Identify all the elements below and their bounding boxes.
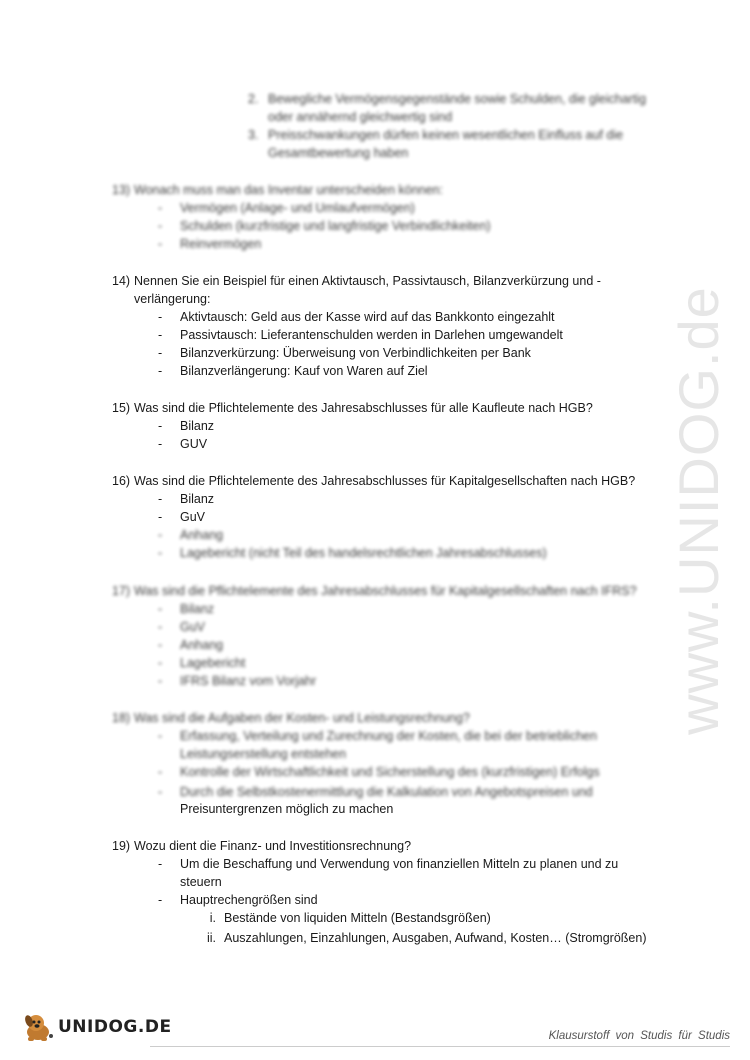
list-item: - Bilanz [158, 492, 215, 506]
list-item-continuation: Preisuntergrenzen möglich zu machen [180, 802, 394, 816]
logo-text: UNIDOG.DE [58, 1017, 172, 1037]
list-item: - Aktivtausch: Geld aus der Kasse wird auf das Bankkonto eingezahlt [158, 310, 555, 324]
list-item: - Bilanz [158, 419, 215, 433]
list-item: - IFRS Bilanz vom Vorjahr [158, 674, 317, 688]
sub-list-item: i. Bestände von liquiden Mitteln (Bestandsgrößen) [209, 911, 491, 925]
list-item: - Lagebericht [158, 656, 246, 670]
list-item: 2. Bewegliche Vermögensgegenstände sowie Schulden, die gleichartig oder annähernd gleichwertig sind [248, 92, 647, 124]
list-item: - Erfassung, Verteilung und Zurechnung der Kosten, die bei der betrieblichen Leistungserstellung entstehen [158, 729, 597, 761]
list-item: - Bilanz [158, 602, 215, 616]
footer-slogan: Klausurstoff von Studis für Studis [548, 1030, 730, 1042]
footer-divider [150, 1046, 730, 1047]
dog-icon [22, 1012, 56, 1042]
list-item: - Anhang [158, 638, 224, 652]
list-item: - GuV [158, 510, 206, 524]
list-item: - Lagebericht (nicht Teil des handelsrechtlichen Jahresabschlusses) [158, 546, 547, 560]
list-item: - Reinvermögen [158, 237, 262, 251]
list-item: - Passivtausch: Lieferantenschulden werden in Darlehen umgewandelt [158, 328, 563, 342]
document-page: www.UNIDOG.de 2. Bewegliche Vermögensgegenstände sowie Schulden, die gleichartig oder annähernd gleichwertig sind 3. Preisschwankungen dürfen keinen wesentlichen Einfluss auf die Gesamtbewertung haben 13) Wonach muss man das Inventar unterscheiden können: - Vermögen (Anlage- und Umlaufvermögen) - Schulden (kurzfristige und langfristige Verbindlichkeiten) - Reinvermögen 14) Nennen Sie ein Beispiel für einen Aktivtausch, Passivtausch, Bilanzverkürzung und - verlängerung: - Aktivtausch: Geld aus der Kasse wird auf das Bankkonto eingezahlt - Passivtausch: Lieferantenschulden werden in Darlehen umgewandelt - Bilanzverkürzung: Überweisung von Verbindlichkeiten per Bank - Bilanzverlängerung: Kauf von Waren auf Ziel 15) Was sind die Pflichtelemente des Jahresabschlusses für alle Kaufleute nach HGB? - Bilanz - GUV 16) Was sind die Pflichtelemente des Jahresabschlusses für Kapitalgesellschaften nach HGB? - Bilanz - GuV - Anhang - Lagebericht (nicht Teil des handelsrechtlichen Jahresabschlusses) 17) Was sind die Pflichtelemente des Jahresabschlusses für Kapitalgesellschaften nach IFRS? - Bilanz - GuV - Anhang - Lagebericht - IFRS Bilanz vom Vorjahr 18) Was sind die Aufgaben der Kosten- und Leistungsrechnung? - Erfassung, Verteilung und Zurechnung der Kosten, die bei der betrieblichen Leistungserstellung entstehen - Kontrolle der Wirtschaftlichkeit und Sicherstellung des (kurzfristigen) Erfolgs - Durch die Selbstkostenermittlung die Kalkulation von Angebotspreisen und Preisuntergrenzen möglich zu machen 19) Wozu dient die Finanz- und Investitionsrechnung? - Um die Beschaffung und Verwendung von finanziellen Mitteln zu planen und zu steuern - Hauptrechengrößen sind i. Bestände von liquiden Mitteln (Bestandsgrößen) ii. Auszahlungen, Einzahlungen, Ausgaben, Aufwand, Kosten… (Stromgrößen) UNIDOG.DE Klausurstoff von Studis für Studis [0, 0, 750, 1060]
sub-list-item: ii. Auszahlungen, Einzahlungen, Ausgaben, Aufwand, Kosten… (Stromgrößen) [206, 931, 647, 945]
list-item: - Hauptrechengrößen sind [158, 893, 318, 907]
list-item: - GuV [158, 620, 206, 634]
watermark [668, 280, 728, 740]
list-item: - Durch die Selbstkostenermittlung die Kalkulation von Angebotspreisen und [158, 785, 593, 799]
list-item: - Schulden (kurzfristige und langfristige Verbindlichkeiten) [158, 219, 491, 233]
list-item: - Kontrolle der Wirtschaftlichkeit und Sicherstellung des (kurzfristigen) Erfolgs [158, 765, 600, 779]
list-item: - GUV [158, 437, 208, 451]
list-item: 3. Preisschwankungen dürfen keinen wesentlichen Einfluss auf die Gesamtbewertung haben [248, 128, 624, 160]
list-item: - Bilanzverlängerung: Kauf von Waren auf Ziel [158, 364, 428, 378]
list-item: - Vermögen (Anlage- und Umlaufvermögen) [158, 201, 415, 215]
list-item: - Anhang [158, 528, 224, 542]
unidog-logo [22, 1012, 172, 1042]
list-item: - Um die Beschaffung und Verwendung von finanziellen Mitteln zu planen und zu steuern [158, 857, 619, 889]
list-item: - Bilanzverkürzung: Überweisung von Verbindlichkeiten per Bank [158, 346, 531, 360]
watermark-text: www.UNIDOG.de [666, 285, 730, 735]
